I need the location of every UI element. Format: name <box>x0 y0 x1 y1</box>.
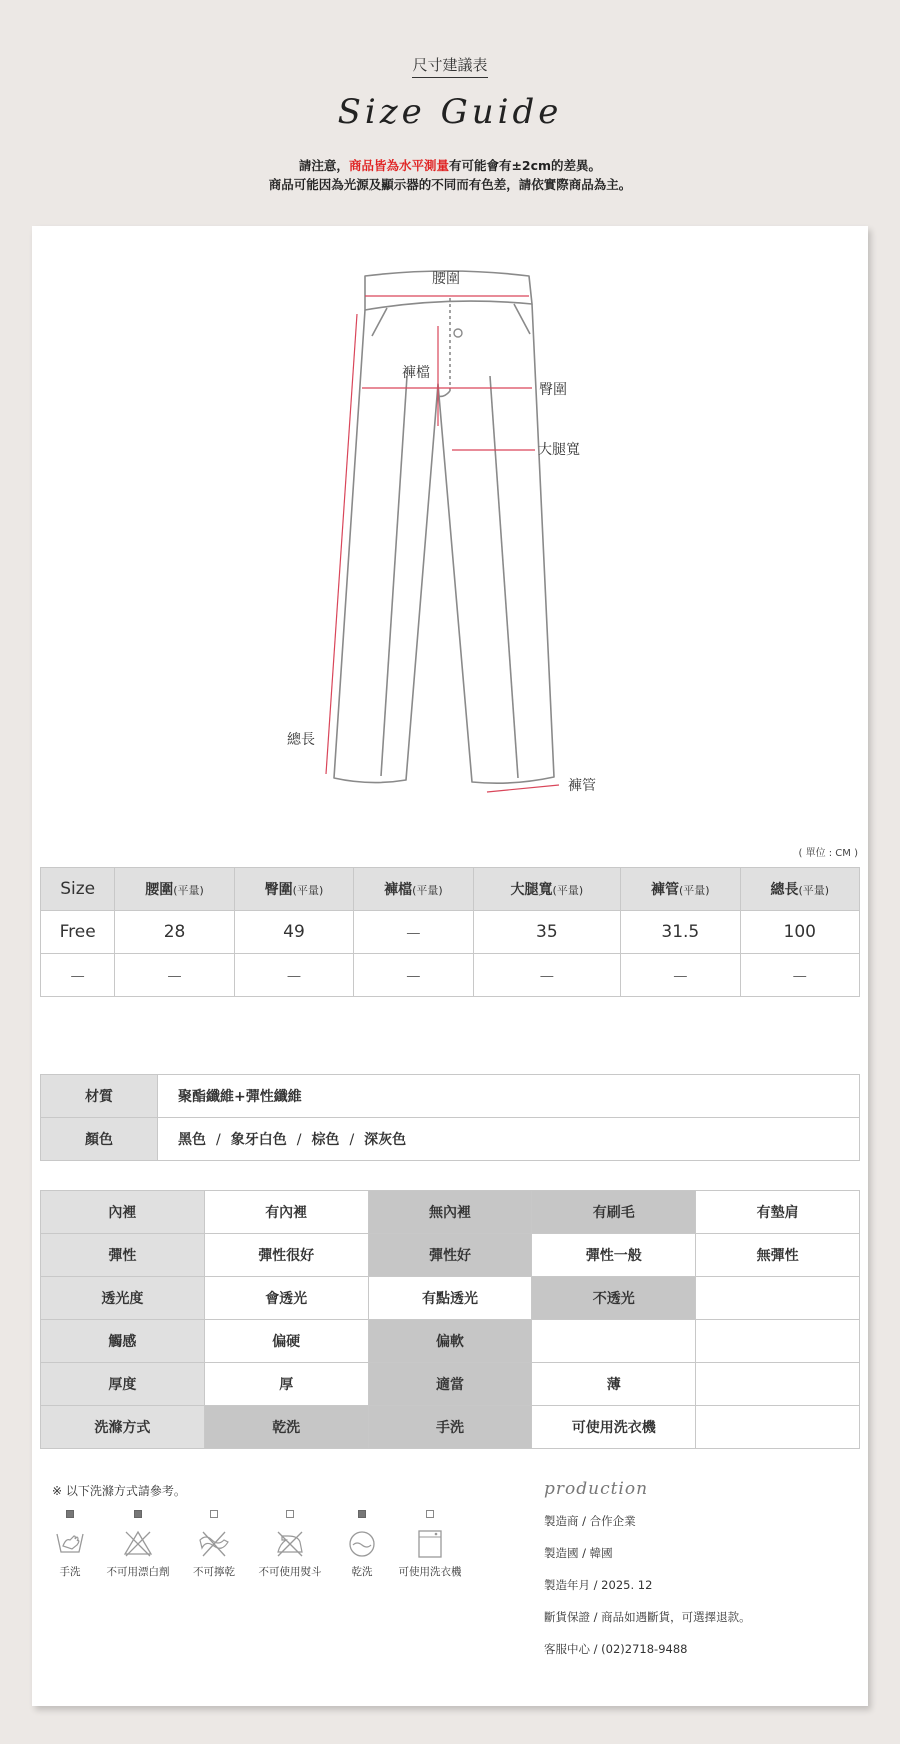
size-table <box>40 867 860 997</box>
property-row <box>41 1191 860 1234</box>
size-header-cell: 腰圍(平量) <box>115 868 234 911</box>
property-label: 內裡 <box>41 1191 205 1234</box>
washing-instructions <box>52 1482 472 1578</box>
hip-label: 臀圍 <box>539 382 567 398</box>
size-guide-title-en: Size Guide <box>337 92 563 132</box>
material-color-table <box>40 1074 860 1161</box>
production-line: 客服中心 / (02)2718-9488 <box>544 1642 688 1656</box>
property-option <box>696 1363 860 1406</box>
property-option: 手洗 <box>368 1406 532 1449</box>
size-table-header-row <box>41 868 860 911</box>
size-header-cell: 褲管(平量) <box>621 868 740 911</box>
property-row <box>41 1234 860 1277</box>
size-cell: － <box>473 954 620 997</box>
property-option: 薄 <box>532 1363 696 1406</box>
production-line: 製造國 / 韓國 <box>544 1546 613 1560</box>
wash-item <box>178 1510 250 1579</box>
size-header-cell: Size <box>41 868 115 911</box>
color-option: 棕色 <box>311 1132 340 1148</box>
wash-checkbox <box>210 1510 218 1518</box>
production-line: 製造年月 / 2025. 12 <box>544 1578 653 1592</box>
size-cell: － <box>354 954 473 997</box>
color-values: 黑色 / 象牙白色 / 棕色 / 深灰色 <box>158 1118 860 1161</box>
size-table-row <box>41 954 860 997</box>
property-option: 彈性很好 <box>204 1234 368 1277</box>
property-option <box>696 1406 860 1449</box>
property-option <box>696 1320 860 1363</box>
color-option: 象牙白色 <box>230 1132 287 1148</box>
wash-item-label: 不可擰乾 <box>193 1566 235 1578</box>
property-option: 有內裡 <box>204 1191 368 1234</box>
dry-clean-icon <box>346 1528 378 1560</box>
property-option <box>696 1277 860 1320</box>
hem-label: 褲管 <box>568 778 596 794</box>
property-row <box>41 1320 860 1363</box>
waist-label: 腰圍 <box>432 271 460 287</box>
wash-checkbox <box>134 1510 142 1518</box>
washing-icons <box>52 1510 472 1610</box>
size-cell: － <box>41 954 115 997</box>
wash-item <box>326 1510 398 1579</box>
color-option: 深灰色 <box>364 1132 407 1148</box>
hem-measure-line <box>487 785 559 792</box>
property-option <box>532 1320 696 1363</box>
property-label: 厚度 <box>41 1363 205 1406</box>
size-header-cell: 總長(平量) <box>740 868 859 911</box>
wash-item-label: 可使用洗衣機 <box>398 1566 462 1578</box>
property-option: 有刷毛 <box>532 1191 696 1234</box>
property-row <box>41 1406 860 1449</box>
washing-machine-icon <box>414 1528 446 1560</box>
property-option: 有墊肩 <box>696 1191 860 1234</box>
property-option: 彈性好 <box>368 1234 532 1277</box>
wash-checkbox <box>358 1510 366 1518</box>
size-header-cell: 大腿寬(平量) <box>473 868 620 911</box>
wash-item <box>102 1510 174 1579</box>
measurement-notice: 請注意，商品皆為水平測量有可能會有±2cm的差異。 商品可能因為光源及顯示器的不同而有色差，請依實際商品為主。 <box>268 158 632 192</box>
fabric-properties-table <box>40 1190 860 1449</box>
length-measure-line <box>326 314 357 774</box>
material-label: 材質 <box>41 1075 158 1118</box>
size-cell: Free <box>41 911 115 954</box>
property-option: 會透光 <box>204 1277 368 1320</box>
property-label: 彈性 <box>41 1234 205 1277</box>
no-bleach-icon <box>122 1528 154 1560</box>
property-option: 彈性一般 <box>532 1234 696 1277</box>
property-option: 乾洗 <box>204 1406 368 1449</box>
property-option: 適當 <box>368 1363 532 1406</box>
thigh-label: 大腿寬 <box>538 442 580 458</box>
hand-wash-icon <box>54 1528 86 1560</box>
property-option: 無內裡 <box>368 1191 532 1234</box>
size-cell: － <box>621 954 740 997</box>
property-option: 可使用洗衣機 <box>532 1406 696 1449</box>
wash-item <box>254 1510 326 1579</box>
size-cell: 100 <box>740 911 859 954</box>
wash-item <box>394 1510 466 1579</box>
property-label: 觸感 <box>41 1320 205 1363</box>
wash-item <box>34 1510 106 1579</box>
wash-checkbox <box>426 1510 434 1518</box>
property-option: 厚 <box>204 1363 368 1406</box>
size-cell: 49 <box>234 911 353 954</box>
size-cell: － <box>740 954 859 997</box>
unit-note: ( 單位 : CM ) <box>798 848 858 859</box>
size-header-cell: 褲檔(平量) <box>354 868 473 911</box>
property-row <box>41 1277 860 1320</box>
property-option: 無彈性 <box>696 1234 860 1277</box>
size-guide-card <box>32 226 868 1706</box>
wash-checkbox <box>286 1510 294 1518</box>
material-row <box>41 1075 860 1118</box>
size-cell: － <box>234 954 353 997</box>
size-cell: 31.5 <box>621 911 740 954</box>
size-cell: － <box>354 911 473 954</box>
production-info <box>544 1479 854 1657</box>
pants-diagram <box>32 226 868 826</box>
color-option: 黑色 <box>178 1132 206 1148</box>
property-row <box>41 1363 860 1406</box>
no-iron-icon <box>274 1528 306 1560</box>
size-header-cell: 臀圍(平量) <box>234 868 353 911</box>
color-row <box>41 1118 860 1161</box>
property-option: 偏硬 <box>204 1320 368 1363</box>
color-label: 顏色 <box>41 1118 158 1161</box>
size-cell: 28 <box>115 911 234 954</box>
wash-item-label: 手洗 <box>59 1566 81 1578</box>
rise-label: 褲檔 <box>402 365 430 381</box>
production-line: 製造商 / 合作企業 <box>544 1514 636 1528</box>
no-wring-icon <box>198 1528 230 1560</box>
production-line: 斷貨保證 / 商品如遇斷貨，可選擇退款。 <box>544 1610 751 1624</box>
size-cell: － <box>115 954 234 997</box>
size-cell: 35 <box>473 911 620 954</box>
property-label: 洗滌方式 <box>41 1406 205 1449</box>
material-value: 聚酯纖維+彈性纖維 <box>158 1075 860 1118</box>
wash-checkbox <box>66 1510 74 1518</box>
length-label: 總長 <box>287 732 315 748</box>
property-option: 不透光 <box>532 1277 696 1320</box>
production-title: production <box>544 1479 649 1499</box>
wash-item-label: 不可用漂白劑 <box>106 1566 170 1578</box>
size-table-row <box>41 911 860 954</box>
wash-item-label: 不可使用熨斗 <box>258 1566 322 1578</box>
washing-title: ※ 以下洗滌方式請參考。 <box>52 1484 186 1498</box>
property-option: 偏軟 <box>368 1320 532 1363</box>
property-option: 有點透光 <box>368 1277 532 1320</box>
page-header <box>0 0 900 220</box>
property-label: 透光度 <box>41 1277 205 1320</box>
wash-item-label: 乾洗 <box>351 1566 373 1578</box>
size-guide-title-zh: 尺寸建議表 <box>0 54 900 75</box>
